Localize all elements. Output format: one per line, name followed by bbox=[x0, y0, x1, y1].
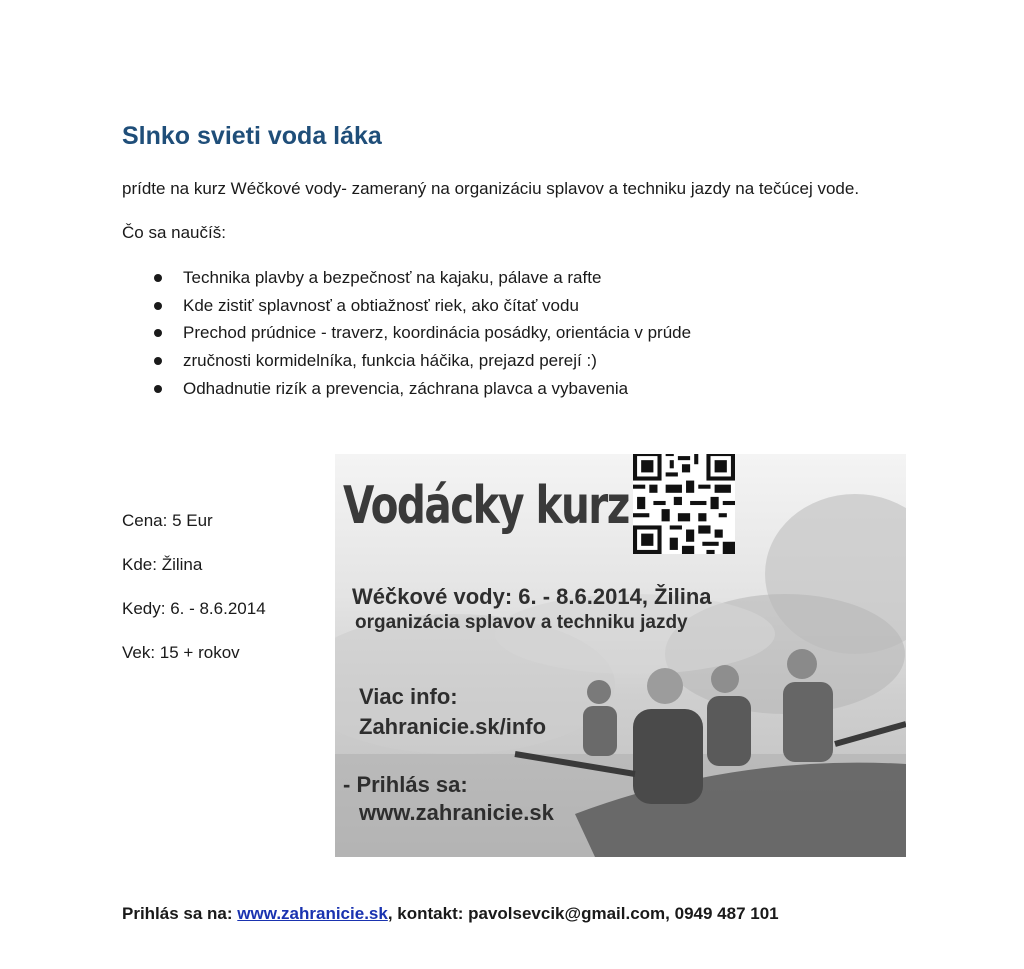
footer-contact-details: , kontakt: pavolsevcik@gmail.com, 0949 487 101 bbox=[387, 904, 779, 923]
page-title: Slnko svieti voda láka bbox=[122, 122, 382, 150]
signup-link[interactable]: www.zahranicie.sk bbox=[237, 904, 388, 923]
age-info: Vek: 15 + rokov bbox=[122, 643, 240, 662]
list-item-text: Prechod prúdnice - traverz, koordinácia posádky, orientácia v prúde bbox=[183, 323, 692, 343]
poster-signup-label: - Prihlás sa: bbox=[343, 772, 468, 797]
learn-label: Čo sa naučíš: bbox=[122, 223, 226, 242]
poster-headline: Vodácky kurz bbox=[343, 476, 629, 536]
list-item bbox=[150, 349, 691, 377]
footer-contact bbox=[122, 904, 779, 924]
list-item bbox=[150, 321, 691, 349]
intro-text: prídte na kurz Wéčkové vody- zameraný na organizáciu splavov a techniku jazdy na tečúcej vode. bbox=[122, 179, 860, 198]
course-facts bbox=[122, 510, 266, 686]
price-info: Cena: 5 Eur bbox=[122, 511, 213, 530]
bullet-icon bbox=[154, 329, 162, 337]
bullet-icon bbox=[154, 302, 162, 310]
list-item-text: Technika plavby a bezpečnosť na kajaku, pálave a rafte bbox=[183, 268, 602, 287]
poster-more-info-label: Viac info: bbox=[359, 684, 458, 709]
list-item-text: Kde zistiť splavnosť a obtiažnosť riek, ako čítať vodu bbox=[183, 295, 579, 315]
bullet-icon bbox=[154, 357, 162, 365]
footer-prefix: Prihlás sa na: bbox=[122, 904, 238, 923]
list-item-text: Odhadnutie rizík a prevencia, záchrana plavca a vybavenia bbox=[183, 378, 629, 398]
course-poster bbox=[335, 454, 906, 857]
poster-course-topic: organizácia splavov a techniku jazdy bbox=[355, 612, 688, 633]
bullet-list bbox=[150, 266, 691, 404]
list-item-text: zručnosti kormidelníka, funkcia háčika, prejazd perejí :) bbox=[183, 351, 597, 371]
date-info: Kedy: 6. - 8.6.2014 bbox=[122, 599, 266, 618]
poster-course-dates: Wéčkové vody: 6. - 8.6.2014, Žilina bbox=[352, 584, 712, 609]
bullet-icon bbox=[154, 274, 162, 282]
list-item bbox=[150, 266, 691, 294]
bullet-icon bbox=[154, 385, 162, 393]
qr-code-icon bbox=[633, 454, 735, 554]
poster-signup-url: www.zahranicie.sk bbox=[359, 800, 554, 825]
list-item bbox=[150, 294, 691, 322]
poster-info-url: Zahranicie.sk/info bbox=[359, 714, 547, 739]
place-info: Kde: Žilina bbox=[122, 555, 203, 574]
list-item bbox=[150, 377, 691, 405]
